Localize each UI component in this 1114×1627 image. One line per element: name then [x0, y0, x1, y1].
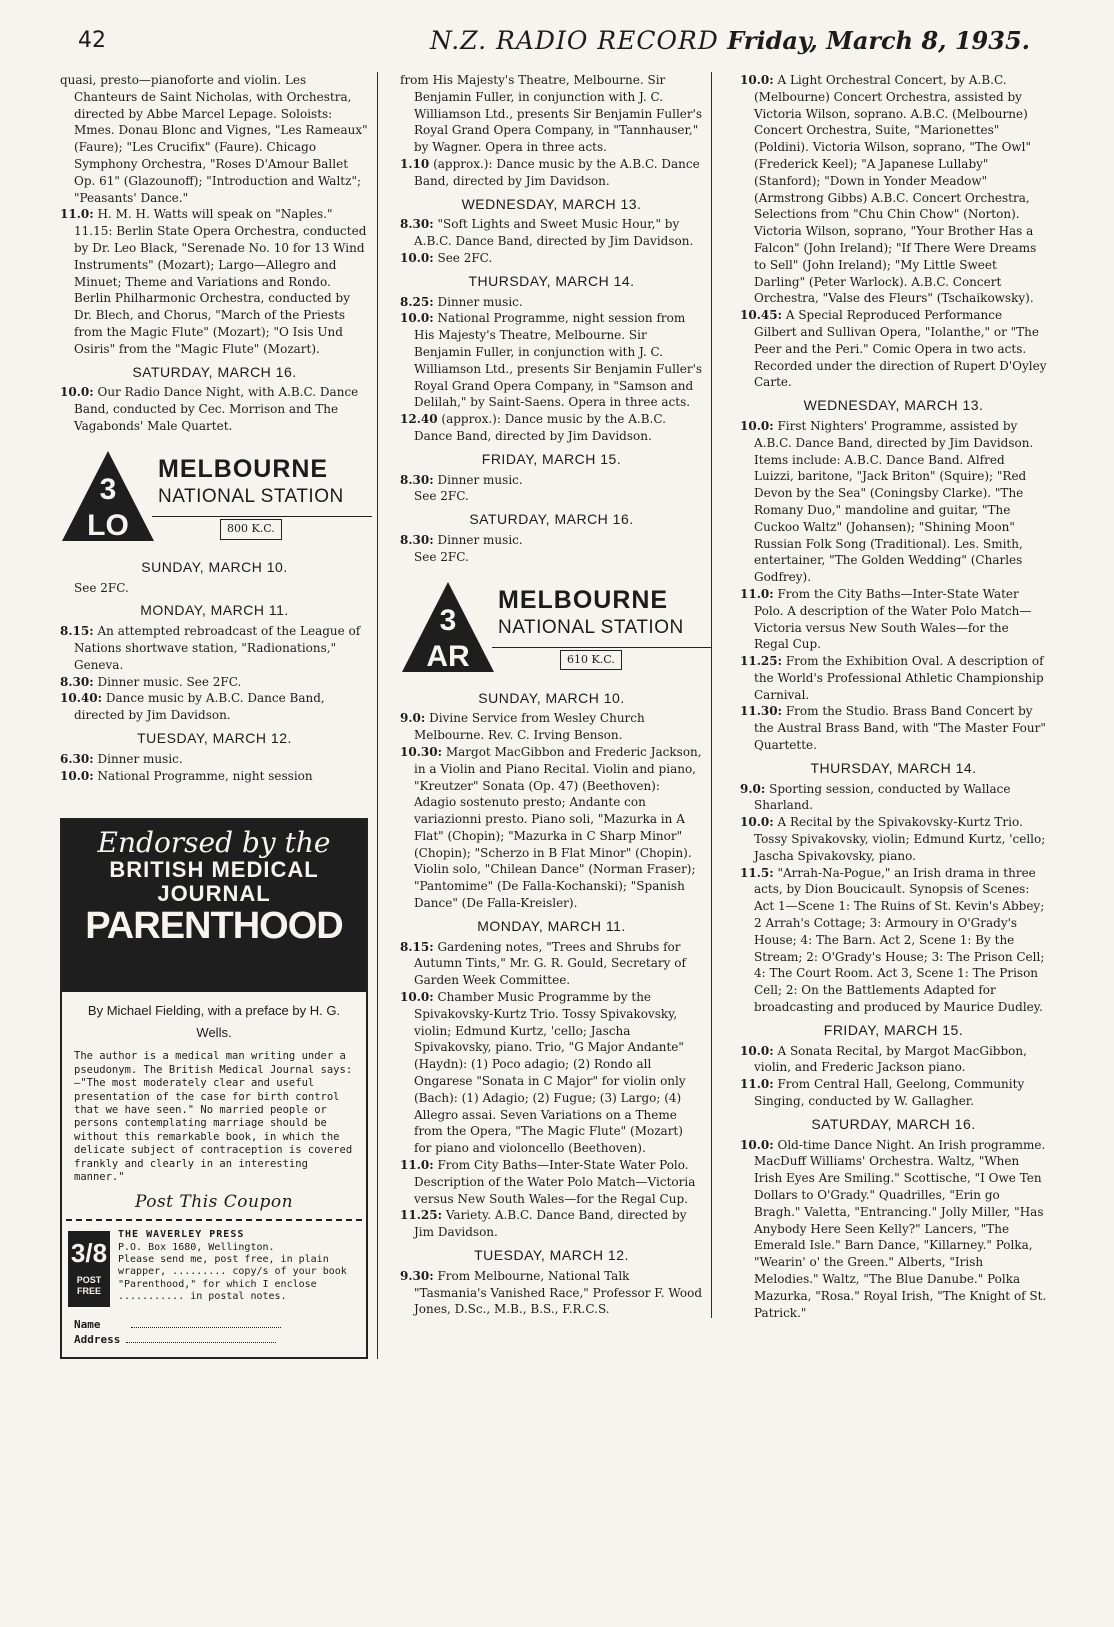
day-heading: FRIDAY, MARCH 15.: [823, 1021, 964, 1038]
day-heading: SATURDAY, MARCH 16.: [811, 1115, 976, 1132]
entry-text: Dinner music.: [97, 751, 183, 766]
station-frequency: 800 K.C.: [220, 519, 282, 540]
entry-time: 8.15:: [400, 939, 434, 954]
entry-time: 9.30:: [400, 1268, 434, 1283]
programme-entry: [400, 72, 703, 156]
page-header: [40, 22, 1070, 62]
programme-entry: [400, 532, 703, 549]
entry-text: From Central Hall, Geelong, Community Singing, conducted by W. Gallagher.: [754, 1077, 1025, 1109]
entry-text: (approx.): Dance music by the A.B.C. Dance Band, directed by Jim Davidson.: [414, 412, 666, 443]
entry-text: National Programme, night session: [97, 768, 313, 783]
entry-time: 11.5:: [740, 865, 774, 880]
entry-time: 10.0:: [60, 385, 94, 400]
day-heading: SUNDAY, MARCH 10.: [141, 558, 288, 575]
entry-text: From the Exhibition Oval. A description of the World's Professional Athletic Championship Carnival.: [754, 654, 1044, 702]
station-city: MELBOURNE: [498, 585, 669, 614]
station-frequency: 610 K.C.: [560, 650, 622, 671]
programme-entry: [60, 674, 369, 691]
entry-text: from His Majesty's Theatre, Melbourne. Sir Benjamin Fuller, in conjunction with J. C. Williamson Ltd., presents Sir Benjamin Fuller's Royal Grand Opera Company, in "Tannhauser," by Wagner. Opera in three acts.: [400, 73, 703, 155]
station-city: MELBOURNE: [158, 454, 329, 483]
station-call-letters: AR: [426, 639, 470, 673]
entry-text: A Special Reproduced Performance Gilbert and Sullivan Opera, "Iolanthe," or "The Peer and the Peri." Comic Opera in two acts. Recorded under the direction of Rupert D'Oyley Carte.: [754, 308, 1047, 390]
programme-entry: [60, 768, 369, 785]
entry-time: 10.0:: [740, 418, 774, 433]
entry-time: 10.0:: [740, 815, 774, 830]
programme-entry: [740, 72, 1047, 307]
ad-price-box: [68, 1231, 110, 1307]
entry-text: See 2FC.: [437, 250, 493, 265]
programme-entry: [400, 744, 703, 912]
entry-list: [400, 939, 703, 1241]
entry-time: 10.0:: [400, 250, 434, 265]
entry-time: 10.0:: [740, 1137, 774, 1152]
entry-time: 8.25:: [400, 294, 434, 309]
entry-time: 10.45:: [740, 308, 783, 323]
station-call-number: 3: [439, 603, 457, 637]
station-call-letters: LO: [87, 508, 129, 542]
publication-title: N.Z. RADIO RECORD: [430, 26, 719, 55]
entry-text: Dinner music.: [437, 532, 523, 547]
page-number: 42: [78, 28, 106, 53]
entry-text: A Sonata Recital, by Margot MacGibbon, violin, and Frederic Jackson piano.: [754, 1043, 1027, 1075]
ad-coupon-heading: Post This Coupon: [134, 1192, 294, 1213]
programme-entry: [740, 1137, 1047, 1322]
entry-text: H. M. H. Watts will speak on "Naples." 11.15: Berlin State Opera Orchestra, conducted by Dr. Leo Black, "Serenade No. 10 for 13 Wind Instruments" (Mozart); Largo—Allegro and Minuet; Theme and Variations and Rondo. Berlin Philharmonic Orchestra, conducted by Dr. Blech, and Chorus, "March of the Priests from the Magic Flute" (Mozart); "O Isis Und Osiris" from the "Magic Flute" (Mozart).: [74, 207, 367, 356]
triangle-logo-icon: [60, 449, 156, 545]
entry-time: 6.30:: [60, 751, 94, 766]
entry-time: 11.25:: [400, 1208, 443, 1223]
entry-text: From City Baths—Inter-State Water Polo. Description of the Water Polo Match—Victoria versus New South Wales—for the Regal Cup.: [414, 1158, 696, 1206]
day-heading: SATURDAY, MARCH 16.: [469, 511, 634, 528]
ad-bmj-line-1: BRITISH MEDICAL: [109, 857, 319, 883]
entry-text: Margot MacGibbon and Frederic Jackson, in a Violin and Piano Recital. Violin and piano, "Kreutzer" Sonata (Op. 47) (Beethoven): Adagio sostenuto presto; Andante con variazionni presto. Piano soli, "Mazurka in A Flat" (Chopin); "Mazurka in C Sharp Minor" (Chopin); "Scherzo in B Flat Minor" (Chopin). Violin solo, "Chilean Dance" (Norman Fraser); "Pantomime" (De Falla-Kochanski); "Spanish Dance" (De Falla-Kreisler).: [414, 744, 702, 911]
entry-list: [400, 532, 703, 549]
entry-time: 8.30:: [60, 674, 94, 689]
programme-entry: [740, 865, 1047, 1016]
entry-text: A Light Orchestral Concert, by A.B.C. (Melbourne) Concert Orchestra, assisted by Victoria Wilson, soprano. A.B.C. (Melbourne) Concert Orchestra, Suite, "Marionettes" (Poldini). Victoria Wilson, soprano, "The Owl" (Frederick Keel); "A Japanese Lullaby" (Stanford); "Down in Yonder Meadow" (Armstrong Gibbs) A.B.C. Concert Orchestra, Selections from "Chu Chin Chow" (Norton). Victoria Wilson, soprano, "Your Brother Has a Falcon" (John Ireland); "If There Were Dreams to Sell" (John Ireland); "My Little Sweet Darling" (Peter Warlock). A.B.C. Concert Orchestra, "Valse des Fleurs" (Tschaikowsky).: [754, 73, 1037, 306]
see-reference: See 2FC.: [414, 489, 469, 504]
entry-text: Dance music by A.B.C. Dance Band, directed by Jim Davidson.: [74, 691, 325, 723]
programme-entry: [740, 1076, 1047, 1110]
ad-form-lines: [74, 1317, 281, 1347]
entry-list: [740, 1137, 1047, 1322]
programme-entry: [400, 216, 703, 250]
programme-entry: [400, 250, 703, 267]
entry-list: [60, 751, 369, 785]
entry-time: 9.0:: [400, 711, 426, 726]
entry-time: 8.30:: [400, 532, 434, 547]
entry-time: 11.0:: [740, 1077, 774, 1092]
ad-price-note: POST FREE: [76, 1275, 102, 1297]
programme-entry: [740, 814, 1047, 864]
entry-text: quasi, presto—pianoforte and violin. Les Chanteurs de Saint Nicholas, with Orchestra, directed by Abbe Marcel Lepage. Soloists: Mmes. Donau Blonc and Vignes, "Les Rameaux" (Faure); "Les Crucifix" (Faure). Chicago Symphony Orchestra, "Roses D'Amour Ballet Op. 61" (Glazounoff); "Introduction and Waltz"; "Peasants' Dance.": [60, 73, 368, 205]
programme-entry: [740, 653, 1047, 703]
entry-time: 11.0:: [60, 207, 94, 222]
day-heading: WEDNESDAY, MARCH 13.: [803, 397, 984, 414]
programme-entry: [400, 939, 703, 989]
programme-entry: [400, 1207, 703, 1241]
day-heading: THURSDAY, MARCH 14.: [468, 272, 635, 289]
programme-entry: [400, 1157, 703, 1207]
entry-list: [740, 781, 1047, 1016]
entry-list: [60, 384, 369, 434]
parenthood-advertisement: [60, 818, 368, 1359]
programme-entry: [60, 206, 369, 357]
entry-list: [400, 1268, 703, 1318]
programme-entry: [740, 703, 1047, 753]
entry-text: Dinner music.: [437, 472, 523, 487]
ad-byline: By Michael Fielding, with a preface by H. G. Wells.: [87, 1003, 341, 1041]
entry-time: 10.0:: [400, 990, 434, 1005]
ad-address: [118, 1229, 358, 1303]
entry-list: [60, 623, 369, 724]
entry-time: 9.0:: [740, 781, 766, 796]
entry-text: "Arrah-Na-Pogue," an Irish drama in three acts, by Dion Boucicault. Synopsis of Scenes: Act 1—Scene 1: The Ruins of St. Kevin's Abbey; 2 Arrah's Cottage; 3: Armoury in O'Grady's House; 4: The Barn. Act 2, Scene 1: By the Stream; 2: O'Grady's House; 3: The Prison Cell; 4: The Court Room. Act 3, Scene 1: The Prison Cell; 2: On the Battlements Adapted for broadcasting and produced by Maurice Dudley.: [754, 865, 1045, 1015]
entry-text: Old-time Dance Night. An Irish programme. MacDuff Williams' Orchestra. Waltz, "When Irish Eyes Are Smiling." Scottische, "I Owe Ten Dollars to O'Grady." Quadrilles, "Erin go Bragh." Valetta, "Entrancing." Jolly Miller, "Has Anybody Here Seen Kelly?" Lancers, "The Emerald Isle." Barn Dance, "Killarney." Polka, "Wearin' o' the Green." Alberts, "Irish Melodies." Waltz, "The Blue Danube." Polka Mazurka, "Rosa." Royal Irish, "The Knight of St. Patrick.": [754, 1137, 1047, 1320]
entry-time: 8.30:: [400, 472, 434, 487]
ad-banner: [62, 820, 366, 992]
entry-text: National Programme, night session from His Majesty's Theatre, Melbourne. Sir Benjamin Fuller, in conjunction with J. C. Williamson Ltd., presents Sir Benjamin Fuller's Royal Grand Opera Company, in "Samson and Delilah," by Saint-Saens. Opera in three acts.: [414, 311, 703, 410]
ad-request: Please send me, post free, in plain wrapper, ......... copy/s of your book "Parenthood," for which I enclose ........... in postal notes.: [118, 1253, 347, 1303]
address-field[interactable]: [126, 1342, 276, 1343]
entry-list: [400, 472, 703, 489]
entry-text: Our Radio Dance Night, with A.B.C. Dance Band, conducted by Cec. Morrison and The Vagabonds' Male Quartet.: [74, 385, 359, 433]
programme-entry: [400, 294, 703, 311]
ad-price: 3/8: [70, 1238, 108, 1269]
day-heading: WEDNESDAY, MARCH 13.: [461, 195, 642, 212]
entry-text: Gardening notes, "Trees and Shrubs for Autumn Tints," Mr. G. R. Gould, Secretary of Garden Week Committee.: [414, 939, 686, 988]
programme-entry: [400, 411, 703, 445]
entry-text: First Nighters' Programme, assisted by A.B.C. Dance Band, directed by Jim Davidson. Items include: A.B.C. Dance Band. Alfred Luizzi, baritone, "Jack Briton" (Squire); "Red Devon by the Sea" (Coningsby Clarke). "The Romany Duo," mandoline and guitar, "The Cuckoo Waltz" (Johansen); "Shining Moon" Russian Folk Song (Traditional). Les. Smith, entertainer, "The Golden Wedding" (Charles Godfrey).: [754, 418, 1034, 585]
programme-entry: [400, 472, 703, 489]
programme-entry: [60, 690, 369, 724]
entry-time: 10.0:: [60, 768, 94, 783]
entry-text: (approx.): Dance music by the A.B.C. Dance Band, directed by Jim Davidson.: [414, 156, 700, 188]
programme-entry: [60, 384, 369, 434]
entry-time: 10.30:: [400, 744, 443, 759]
entry-text: Chamber Music Programme by the Spivakovsky-Kurtz Trio. Tossy Spivakovsky, violin; Edmund Kurtz, 'cello; Jascha Spivakovsky, piano. Trio, "G Major Andante" (Haydn): (1) Poco adagio; (2) Rondo all Ongarese "Sonata in C Major" for violin only (Bach): (1) Adagio; (2) Fugue; (3) Largo; (4) Allegro assai. Seven Variations on a Theme from the Opera, "The Magic Flute" (Mozart) for piano and violoncello (Beethoven).: [414, 990, 686, 1156]
entry-time: 1.10: [400, 156, 430, 171]
entry-list: [400, 216, 703, 266]
programme-entry: [740, 586, 1047, 653]
entry-list: [60, 72, 369, 358]
programme-entry: [60, 72, 369, 206]
day-heading: SUNDAY, MARCH 10.: [478, 689, 625, 706]
day-heading: MONDAY, MARCH 11.: [140, 602, 289, 619]
ad-title: PARENTHOOD: [85, 905, 343, 948]
entry-list: [400, 72, 703, 190]
programme-entry: [740, 307, 1047, 391]
programme-entry: [740, 1043, 1047, 1077]
entry-list: [400, 294, 703, 445]
entry-text: "Soft Lights and Sweet Music Hour," by A.B.C. Dance Band, directed by Jim Davidson.: [414, 217, 694, 249]
entry-list: [740, 418, 1047, 754]
entry-text: Sporting session, conducted by Wallace Sharland.: [754, 781, 1011, 813]
ad-publisher: THE WAVERLEY PRESS: [118, 1229, 245, 1241]
entry-text: Dinner music.: [437, 294, 523, 309]
day-heading: THURSDAY, MARCH 14.: [810, 759, 977, 776]
entry-text: An attempted rebroadcast of the League of Nations shortwave station, "Radionations," Geneva.: [74, 624, 361, 672]
entry-time: 11.30:: [740, 704, 783, 719]
entry-text: A Recital by the Spivakovsky-Kurtz Trio. Tossy Spivakovsky, violin; Edmund Kurtz, 'cello; Jascha Spivakovsky, piano.: [754, 815, 1046, 863]
entry-list: [740, 1043, 1047, 1110]
entry-time: 12.40: [400, 412, 438, 427]
see-reference: See 2FC.: [74, 580, 129, 595]
entry-time: 10.40:: [60, 691, 103, 706]
triangle-logo-icon: [400, 580, 496, 676]
programme-entry: [60, 751, 369, 768]
entry-time: 11.0:: [740, 586, 774, 601]
day-heading: TUESDAY, MARCH 12.: [474, 1247, 629, 1264]
station-logo-3ar: [400, 580, 703, 680]
name-field[interactable]: [131, 1327, 281, 1328]
programme-entry: [740, 781, 1047, 815]
issue-date: Friday, March 8, 1935.: [727, 26, 1030, 55]
entry-time: 10.0:: [740, 73, 774, 87]
ad-coupon-form: [66, 1219, 362, 1351]
day-heading: MONDAY, MARCH 11.: [477, 917, 626, 934]
see-reference: See 2FC.: [414, 549, 469, 564]
entry-time: 11.0:: [400, 1158, 434, 1173]
entry-time: 10.0:: [740, 1043, 774, 1058]
entry-text: Variety. A.B.C. Dance Band, directed by Jim Davidson.: [414, 1208, 687, 1240]
column-3: [740, 72, 1055, 1321]
ad-endorsed: Endorsed by the: [97, 826, 331, 860]
ad-pobox: P.O. Box 1680, Wellington.: [118, 1241, 275, 1253]
programme-entry: [740, 418, 1047, 586]
column-2: [400, 72, 712, 1318]
entry-time: 11.25:: [740, 654, 783, 669]
entry-text: Divine Service from Wesley Church Melbourne. Rev. C. Irving Benson.: [414, 711, 645, 743]
entry-time: 10.0:: [400, 311, 434, 326]
entry-time: 8.30:: [400, 217, 434, 232]
programme-entry: [60, 623, 369, 673]
day-heading: FRIDAY, MARCH 15.: [481, 450, 622, 467]
entry-text: From the Studio. Brass Band Concert by the Austral Brass Band, with "The Master Four" Quartette.: [754, 704, 1046, 753]
station-call-number: 3: [99, 472, 117, 506]
entry-text: From Melbourne, National Talk "Tasmania's Vanished Race," Professor F. Wood Jones, D.Sc., M.B., B.S., F.R.C.S.: [414, 1268, 703, 1317]
station-logo-3lo: [60, 449, 369, 549]
programme-entry: [400, 710, 703, 744]
entry-list: [740, 72, 1047, 391]
programme-entry: [400, 310, 703, 411]
entry-time: 8.15:: [60, 624, 94, 639]
day-heading: TUESDAY, MARCH 12.: [137, 729, 292, 746]
ad-address-label: Address: [74, 1333, 121, 1347]
ad-bmj-line-2: JOURNAL: [157, 881, 271, 907]
entry-text: Dinner music. See 2FC.: [97, 674, 242, 689]
day-heading: SATURDAY, MARCH 16.: [132, 363, 297, 380]
ad-name-label: Name: [74, 1318, 101, 1332]
station-label: NATIONAL STATION: [158, 485, 344, 507]
entry-text: From the City Baths—Inter-State Water Polo. A description of the Water Polo Match—Victoria versus New South Wales—for the Regal Cup.: [754, 586, 1032, 652]
programme-entry: [400, 1268, 703, 1318]
ad-blurb: The author is a medical man writing under a pseudonym. The British Medical Journal says:—"The most moderately clear and useful presentation of the case for birth control that we have seen." No married people or persons contemplating marriage should be without this remarkable book, in which the delicate subject of contraception is covered frankly and clearly in an interesting manner.": [74, 1050, 353, 1183]
programme-entry: [400, 156, 703, 190]
column-1: [60, 72, 378, 1359]
station-label: NATIONAL STATION: [498, 616, 684, 638]
entry-list: [400, 710, 703, 912]
programme-entry: [400, 989, 703, 1157]
